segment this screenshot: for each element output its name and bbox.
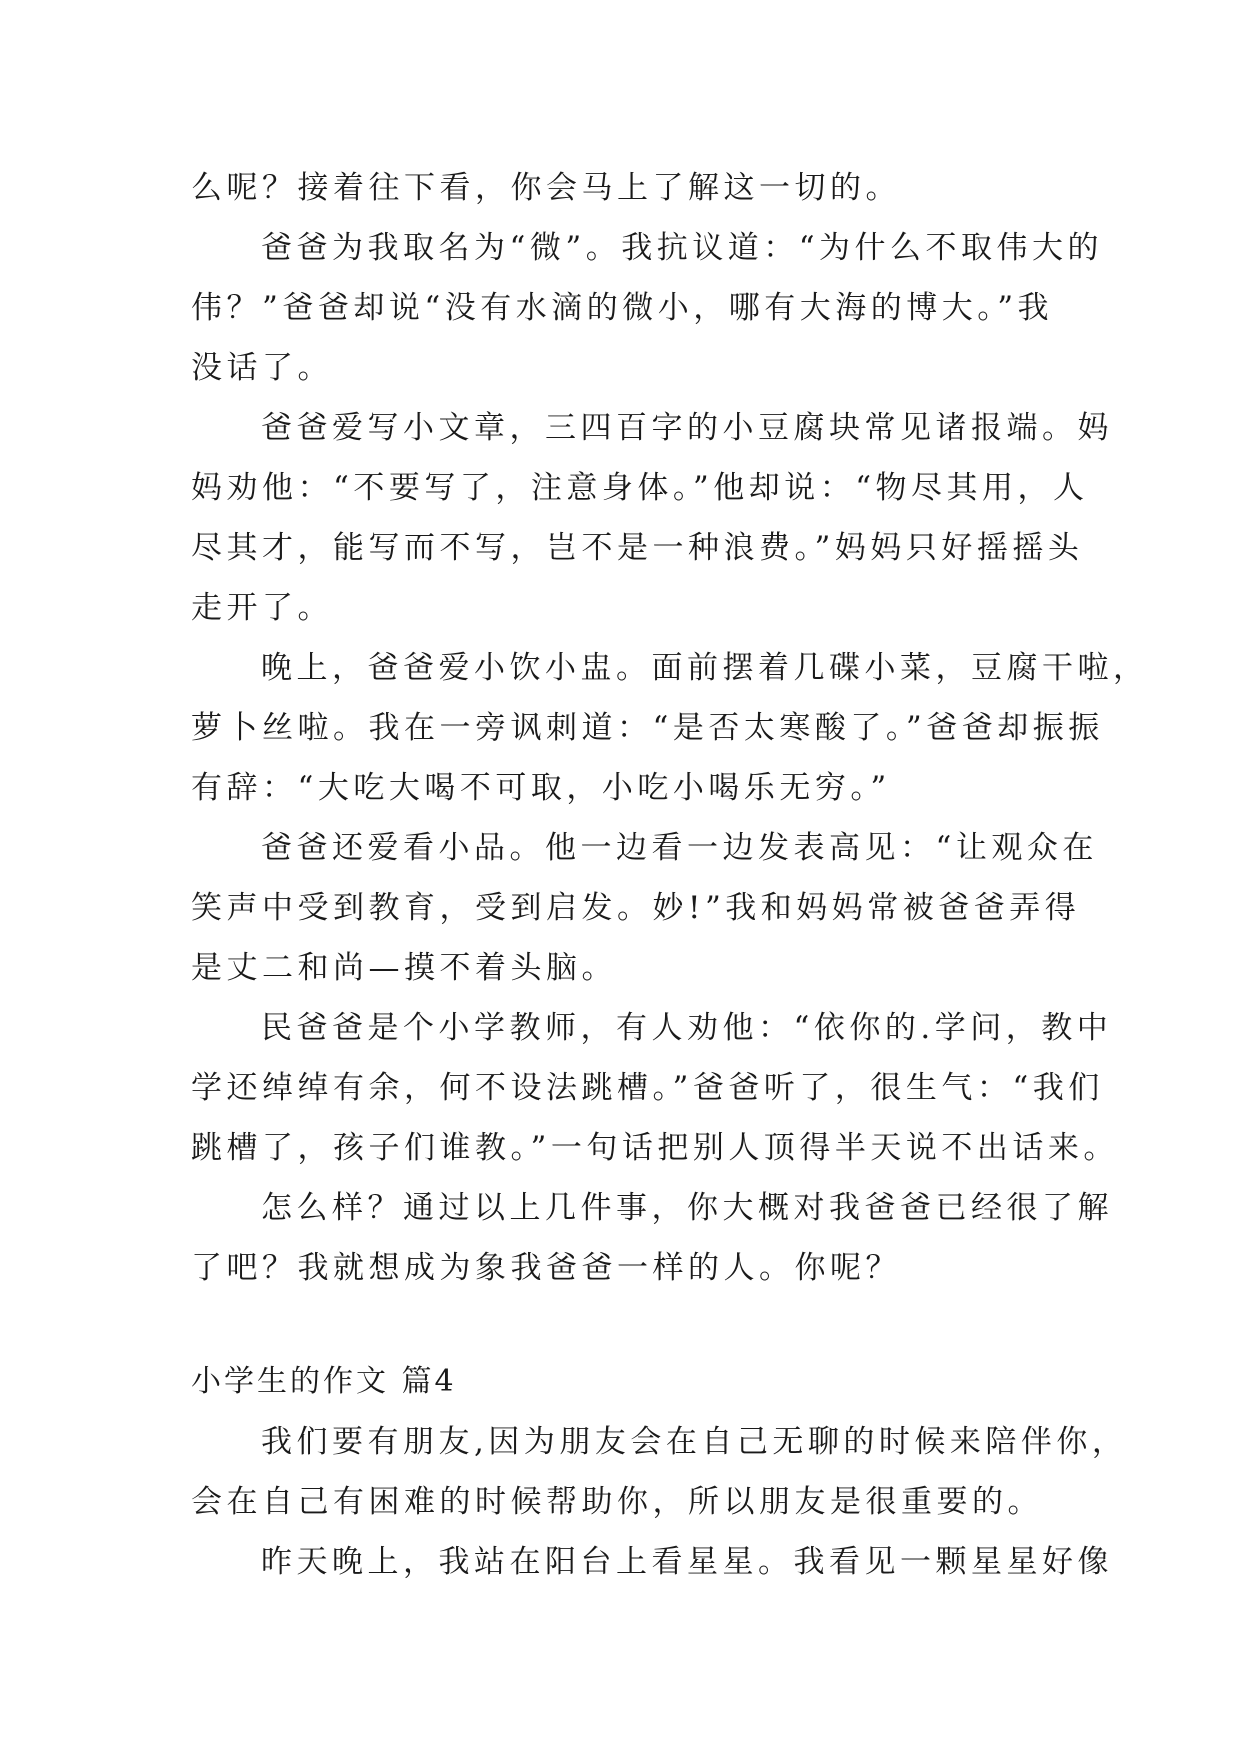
section-gap <box>191 1298 1051 1352</box>
paragraph-line: 伟？”爸爸却说“没有水滴的微小，哪有大海的博大。”我 <box>191 290 1054 326</box>
paragraph-line: 昨天晚上，我站在阳台上看星星。我看见一颗星星好像 <box>261 1544 1113 1580</box>
paragraph-line: 民爸爸是个小学教师，有人劝他：“依你的.学问，教中 <box>261 1010 1113 1046</box>
paragraph-line: 有辞：“大吃大喝不可取，小吃小喝乐无穷。” <box>191 770 891 806</box>
paragraph-line: 没话了。 <box>191 350 333 386</box>
paragraph-line: 爸爸爱写小文章，三四百字的小豆腐块常见诸报端。妈 <box>261 410 1113 446</box>
paragraph-line: 晚上，爸爸爱小饮小盅。面前摆着几碟小菜，豆腐干啦， <box>261 650 1149 686</box>
paragraph-line: 么呢？接着往下看，你会马上了解这一切的。 <box>191 170 901 206</box>
paragraph-line: 走开了。 <box>191 590 333 626</box>
paragraph-line: 怎么样？通过以上几件事，你大概对我爸爸已经很了解 <box>261 1190 1113 1226</box>
paragraph-line: 学还绰绰有余，何不设法跳槽。”爸爸听了，很生气：“我们 <box>191 1070 1104 1106</box>
paragraph-line: 爸爸还爱看小品。他一边看一边发表高见：“让观众在 <box>261 830 1098 866</box>
paragraph-line: 是丈二和尚—摸不着头脑。 <box>191 950 617 986</box>
paragraph-line: 会在自己有困难的时候帮助你，所以朋友是很重要的。 <box>191 1484 1043 1520</box>
paragraph-line: 跳槽了，孩子们谁教。”一句话把别人顶得半天说不出话来。 <box>191 1130 1119 1166</box>
paragraph-line: 萝卜丝啦。我在一旁讽刺道：“是否太寒酸了。”爸爸却振振 <box>191 710 1104 746</box>
section-heading: 小学生的作文 篇4 <box>191 1364 457 1399</box>
paragraph-line: 了吧？我就想成为象我爸爸一样的人。你呢？ <box>191 1250 901 1286</box>
paragraph-line: 笑声中受到教育，受到启发。妙!”我和妈妈常被爸爸弄得 <box>191 890 1081 926</box>
document-page <box>191 158 1149 1592</box>
paragraph-line: 尽其才，能写而不写，岂不是一种浪费。”妈妈只好摇摇头 <box>191 530 1084 566</box>
paragraph-line: 我们要有朋友,因为朋友会在自己无聊的时候来陪伴你， <box>261 1424 1128 1460</box>
paragraph-line: 爸爸为我取名为“微”。我抗议道：“为什么不取伟大的 <box>261 230 1104 266</box>
paragraph-line: 妈劝他：“不要写了，注意身体。”他却说：“物尽其用，人 <box>191 470 1089 506</box>
